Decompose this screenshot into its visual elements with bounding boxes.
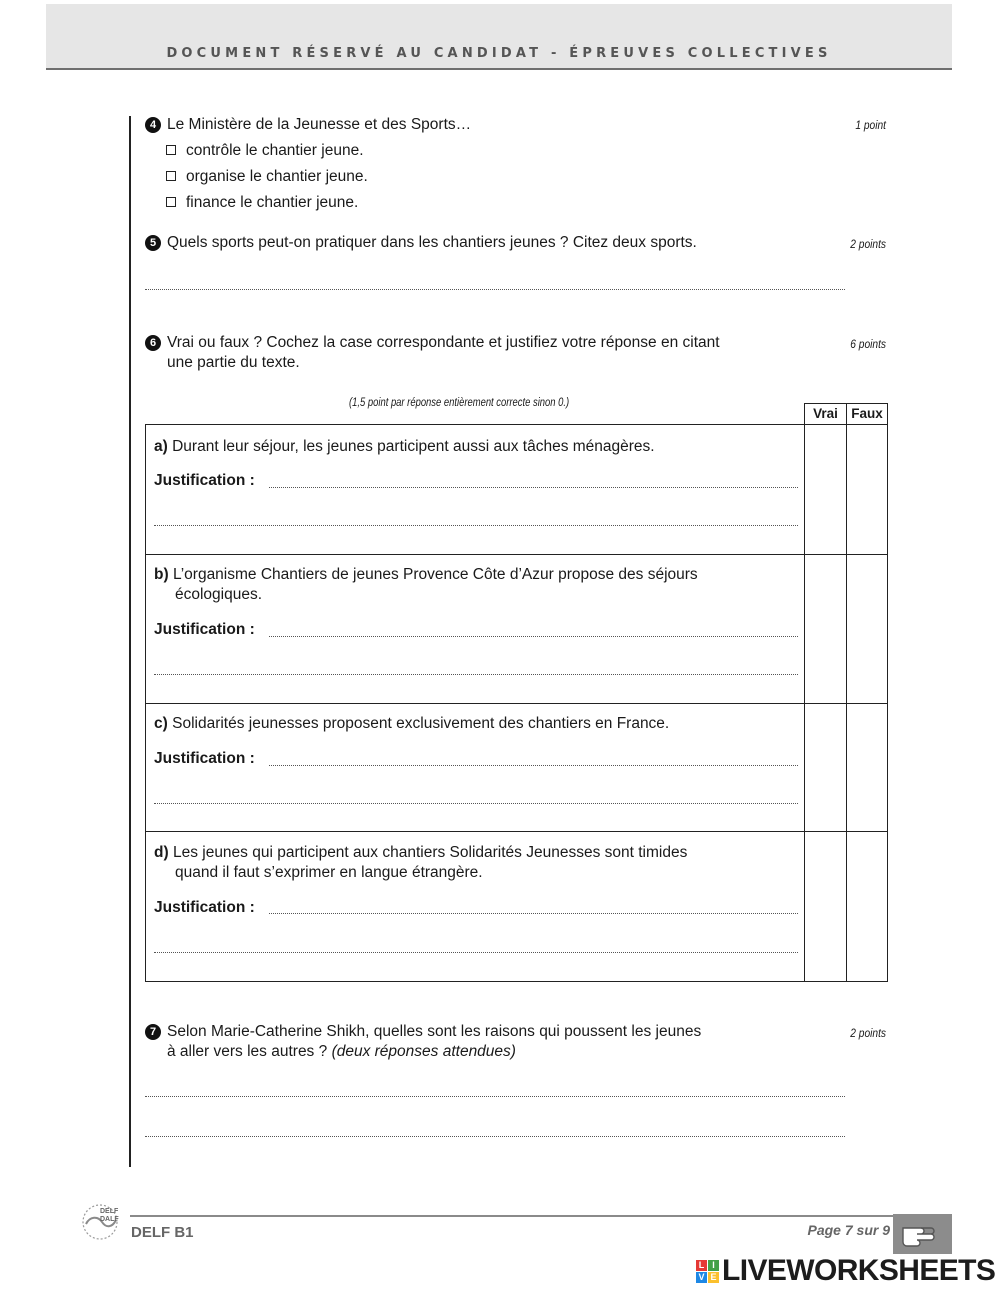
logo-letter: L [696,1260,707,1271]
question-6-cont: une partie du texte. [167,354,300,371]
statement-a [154,437,799,457]
cell-a-vrai[interactable] [805,425,846,554]
cell-c-vrai[interactable] [805,704,846,831]
answer-line[interactable] [269,913,798,914]
justification-label: Justification : [154,750,255,767]
answer-line[interactable] [154,525,798,526]
logo-text: DELF DALF [100,1208,119,1223]
answer-line[interactable] [269,636,798,637]
question-text: à aller vers les autres ? [167,1043,328,1060]
delf-dalf-logo [78,1198,126,1242]
answer-line[interactable] [145,289,845,290]
justification-label: Justification : [154,621,255,638]
question-7-cont [167,1042,516,1062]
row-divider [145,703,888,704]
document-header [46,4,952,70]
question-text: Quels sports peut-on pratiquer dans les chantiers jeunes ? Citez deux sports. [167,234,697,251]
margin-rule [129,116,131,1167]
question-5-points: 2 points [850,237,886,251]
question-6-points: 6 points [850,337,886,351]
answer-line[interactable] [269,487,798,488]
exam-level: DELF B1 [131,1224,194,1241]
answer-line[interactable] [154,803,798,804]
statement-label: d) [154,844,169,861]
cell-d-vrai[interactable] [805,832,846,981]
checkbox[interactable] [166,197,176,207]
question-6 [145,333,720,353]
cell-a-faux[interactable] [847,425,887,554]
statement-text: Durant leur séjour, les jeunes participent aussi aux tâches ménagères. [172,438,655,455]
logo-letter: E [708,1272,719,1283]
option-finance[interactable] [166,193,358,213]
statement-text: L’organisme Chantiers de jeunes Provence Côte d’Azur propose des séjours [172,566,698,583]
question-number: 5 [145,235,161,251]
logo-letter: I [708,1260,719,1271]
answer-line[interactable] [145,1136,845,1137]
checkbox[interactable] [166,145,176,155]
statement-c [154,714,799,734]
statement-text-cont: écologiques. [175,586,263,603]
justification-label: Justification : [154,472,255,489]
question-number: 4 [145,117,161,133]
question-text: Le Ministère de la Jeunesse et des Sports… [167,116,472,133]
cell-d-faux[interactable] [847,832,887,981]
justification-label: Justification : [154,899,255,916]
question-7 [145,1022,701,1042]
column-vrai: Vrai [804,403,847,425]
row-divider [145,831,888,832]
answer-line[interactable] [269,765,798,766]
statement-label: b) [154,566,169,583]
question-5 [145,233,697,253]
statement-text: Solidarités jeunesses proposent exclusivement des chantiers en France. [172,715,670,732]
statement-label: c) [154,715,168,732]
statement-text-cont: quand il faut s’exprimer en langue étrangère. [175,864,483,881]
statement-label: a) [154,438,168,455]
question-4 [145,115,471,135]
question-number: 7 [145,1024,161,1040]
checkbox[interactable] [166,171,176,181]
answer-line[interactable] [154,952,798,953]
question-text: Vrai ou faux ? Cochez la case correspondante et justifiez votre réponse en citant [167,334,720,351]
liveworksheets-logo [696,1254,995,1288]
page-number: Page 7 sur 9 [807,1222,890,1238]
question-7-points: 2 points [850,1026,886,1040]
statement-text: Les jeunes qui participent aux chantiers Solidarités Jeunesses sont timides [172,844,688,861]
liveworksheets-blocks [696,1260,719,1283]
row-divider [145,554,888,555]
scoring-note: (1,5 point par réponse entièrement correcte sinon 0.) [349,397,570,409]
question-number: 6 [145,335,161,351]
answer-line[interactable] [154,674,798,675]
next-page-hand-icon[interactable] [893,1214,952,1254]
statement-b [154,565,799,605]
question-4-points: 1 point [855,118,886,132]
option-label: organise le chantier jeune. [186,168,368,185]
header-title: DOCUMENT RÉSERVÉ AU CANDIDAT - ÉPREUVES COLLECTIVES [166,46,832,61]
cell-b-vrai[interactable] [805,555,846,703]
option-label: contrôle le chantier jeune. [186,142,364,159]
question-hint: (deux réponses attendues) [331,1043,516,1060]
logo-letter: V [696,1272,707,1283]
option-label: finance le chantier jeune. [186,194,359,211]
option-organise[interactable] [166,167,368,187]
footer-rule [130,1215,952,1217]
column-faux: Faux [846,403,888,425]
liveworksheets-text: LIVEWORKSHEETS [722,1254,996,1287]
answer-line[interactable] [145,1096,845,1097]
cell-c-faux[interactable] [847,704,887,831]
option-controle[interactable] [166,141,364,161]
statement-d [154,843,799,883]
cell-b-faux[interactable] [847,555,887,703]
question-text: Selon Marie-Catherine Shikh, quelles sont les raisons qui poussent les jeunes [167,1023,702,1040]
